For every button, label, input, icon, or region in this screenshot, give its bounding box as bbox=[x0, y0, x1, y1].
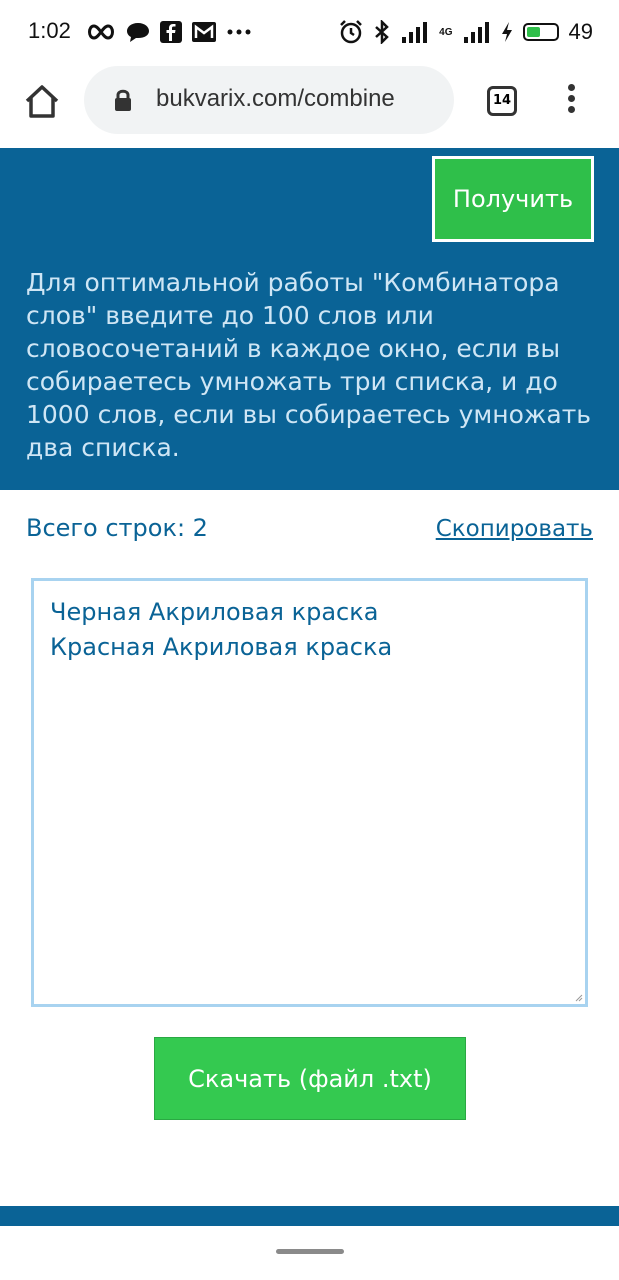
battery-icon bbox=[523, 23, 559, 41]
network-type-label: 4G bbox=[439, 26, 453, 38]
result-line: Черная Акриловая краска bbox=[50, 598, 379, 626]
status-notification-icons bbox=[86, 18, 252, 46]
status-system-icons bbox=[339, 16, 593, 48]
signal-icon-secondary bbox=[463, 21, 491, 43]
battery-level-fill bbox=[527, 27, 541, 37]
results-textarea[interactable] bbox=[31, 578, 588, 1007]
chat-bubble-icon bbox=[126, 21, 150, 43]
signal-icon bbox=[401, 21, 429, 43]
alarm-icon bbox=[339, 20, 363, 44]
home-icon[interactable] bbox=[22, 82, 62, 122]
facebook-icon bbox=[160, 21, 182, 43]
total-rows-label: Всего строк: 2 bbox=[26, 514, 208, 542]
tab-switcher-button[interactable]: 14 bbox=[487, 86, 517, 116]
battery-percent: 49 bbox=[568, 19, 593, 44]
overflow-menu-icon[interactable] bbox=[563, 84, 579, 120]
address-bar[interactable] bbox=[84, 66, 454, 134]
copy-link[interactable]: Скопировать bbox=[435, 516, 593, 542]
url-text: bukvarix.com/combine bbox=[156, 85, 395, 112]
infinity-icon bbox=[86, 22, 116, 42]
gmail-icon bbox=[192, 21, 216, 43]
lock-icon bbox=[114, 88, 132, 112]
status-bar bbox=[0, 0, 619, 64]
resize-grip-icon[interactable] bbox=[575, 994, 583, 1002]
footer-bar bbox=[0, 1206, 619, 1226]
instructions-text: Для оптимальной работы "Комбинатора слов" введите до 100 слов или словосочетаний в каждое окно, если вы собираетесь умножать три списка, и до 1000 слов, если вы собираетесь умножать два списка. bbox=[26, 268, 592, 462]
charging-icon bbox=[501, 21, 513, 43]
combinator-header bbox=[0, 148, 619, 490]
result-line: Красная Акриловая краска bbox=[50, 633, 393, 661]
status-time: 1:02 bbox=[28, 18, 71, 43]
download-button[interactable]: Скачать (файл .txt) bbox=[154, 1037, 466, 1120]
bluetooth-icon bbox=[373, 20, 391, 44]
browser-toolbar bbox=[0, 64, 619, 148]
results-lines bbox=[34, 581, 585, 665]
get-button[interactable]: Получить bbox=[432, 156, 594, 242]
more-notifications-icon bbox=[226, 28, 252, 36]
gesture-nav-handle[interactable] bbox=[276, 1249, 344, 1254]
